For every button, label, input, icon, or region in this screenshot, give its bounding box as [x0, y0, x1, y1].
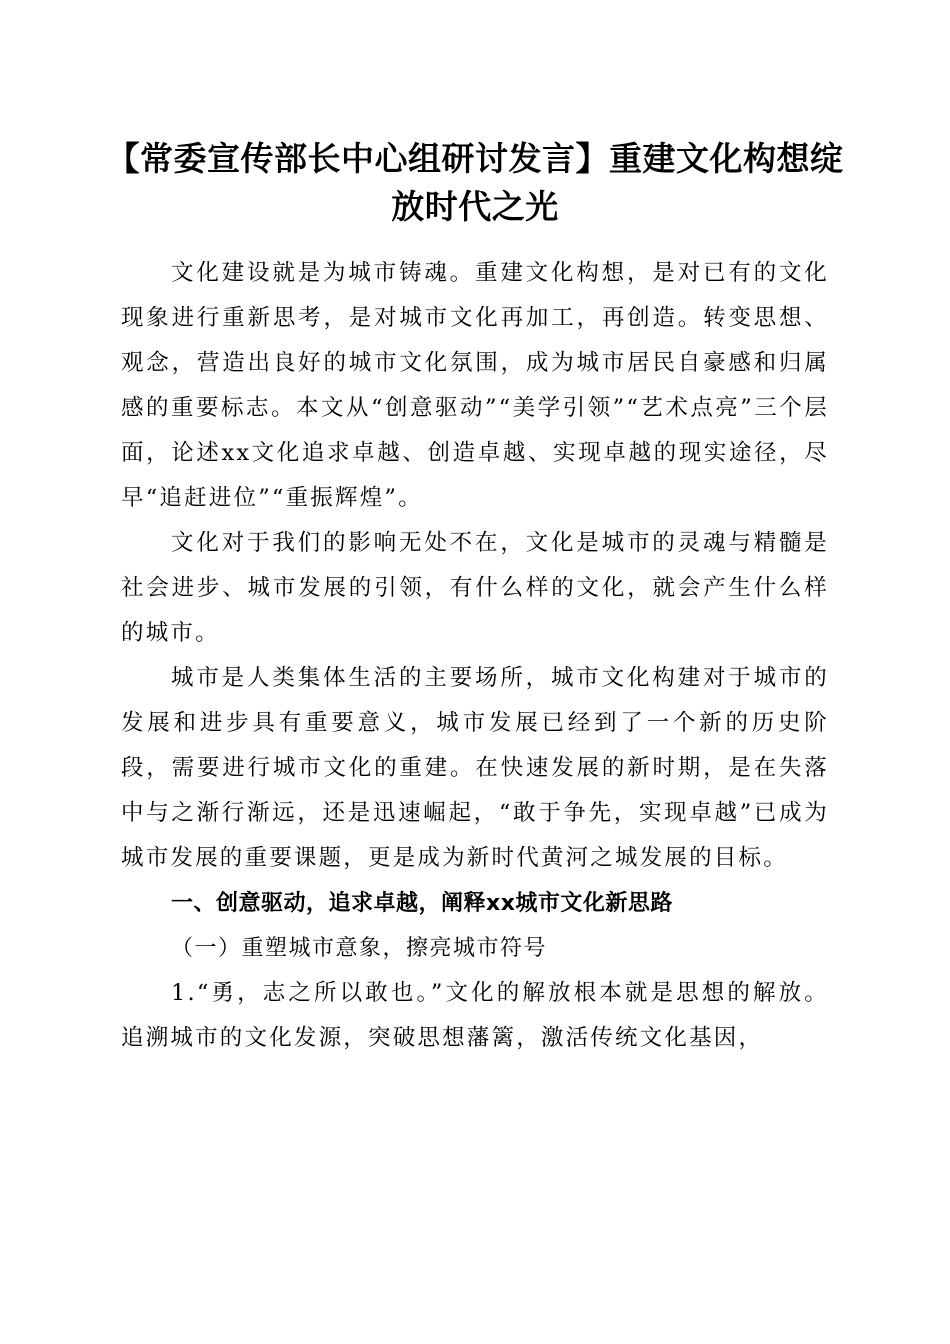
paragraph-culture-influence: 文化对于我们的影响无处不在，文化是城市的灵魂与精髓是社会进步、城市发展的引领，有什么样的文化，就会产生什么样的城市。	[121, 530, 829, 646]
paragraph-point-1: 1.“勇，志之所以敢也。”文化的解放根本就是思想的解放。追溯城市的文化发源，突破思想藩篱，激活传统文化基因，	[121, 980, 829, 1051]
section-heading-1: 一、创意驱动，追求卓越，阐释xx城市文化新思路	[171, 891, 673, 916]
paragraph-intro: 文化建设就是为城市铸魂。重建文化构想，是对已有的文化现象进行重新思考，是对城市文化再加工，再创造。转变思想、观念，营造出良好的城市文化氛围，成为城市居民自豪感和归属感的重要标志。本文从“创意驱动”“美学引领”“艺术点亮”三个层面，论述xx文化追求卓越、创造卓越、实现卓越的现实途径，尽早“追赶进位”“重振辉煌”。	[121, 260, 829, 511]
paragraph-city-culture: 城市是人类集体生活的主要场所，城市文化构建对于城市的发展和进步具有重要意义，城市发展已经到了一个新的历史阶段，需要进行城市文化的重建。在快速发展的新时期，是在失落中与之渐行渐远，还是迅速崛起，“敢于争先，实现卓越”已成为城市发展的重要课题，更是成为新时代黄河之城发展的目标。	[121, 665, 829, 871]
subsection-heading-1: （一）重塑城市意象，擦亮城市符号	[171, 936, 548, 961]
document-title: 【常委宣传部长中心组研讨发言】重建文化构想绽放时代之光	[106, 139, 844, 226]
document-body	[121, 251, 829, 1061]
